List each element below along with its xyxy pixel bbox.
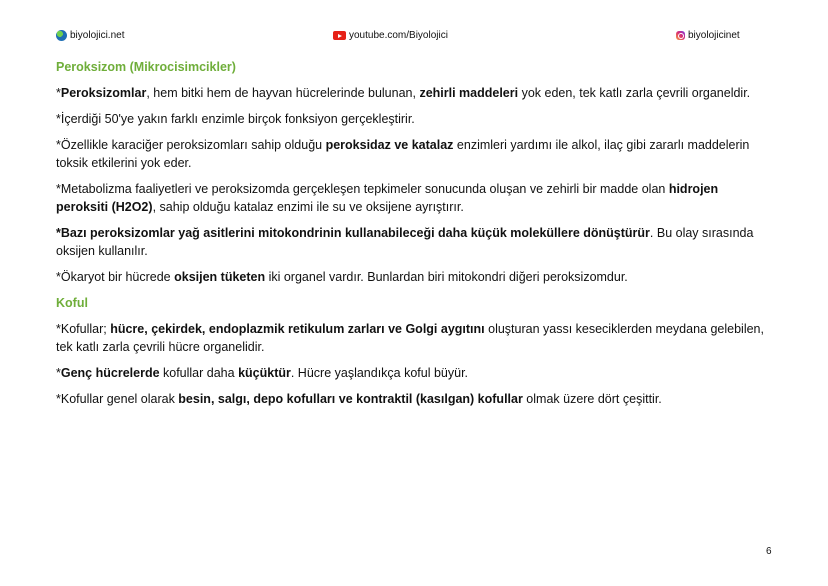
text-run: iki organel vardır. Bunlardan biri mitokondri diğeri peroksizomdur. (265, 270, 628, 284)
page-header (0, 30, 828, 44)
bold-text: Peroksizomlar (60, 86, 147, 100)
paragraph (56, 320, 766, 356)
text-run: *İçerdiği 50'ye yakın farklı enzimle birçok fonksiyon gerçekleştirir. (56, 112, 415, 126)
globe-icon (56, 30, 67, 41)
bold-text: peroksidaz ve katalaz (325, 138, 454, 152)
section-koful (56, 294, 766, 408)
paragraph (56, 136, 766, 172)
text-run: . Hücre yaşlandıkça koful büyür. (290, 366, 469, 380)
bold-text: hidrojen peroksiti (H2O2) (56, 182, 719, 214)
text-run: * (56, 86, 61, 100)
bold-text: hücre, çekirdek, endoplazmik retikulum zarları ve Golgi aygıtını (110, 322, 485, 336)
text-run: olmak üzere dört çeşittir. (522, 392, 662, 406)
paragraph (56, 84, 766, 102)
text-run: *Özellikle karaciğer peroksizomları sahip olduğu (56, 138, 326, 152)
instagram-text: biyolojicinet (688, 30, 740, 41)
text-run: *Kofullar; (56, 322, 111, 336)
text-run: . Bu olay sırasında oksijen kullanılır. (56, 226, 754, 258)
bold-text: besin, salgı, depo kofulları ve kontraktil (kasılgan) kofullar (178, 392, 523, 406)
bold-text: *Bazı peroksizomlar yağ asitlerini mitokondrinin kullanabileceği daha küçük moleküllere dönüştürür (56, 226, 650, 240)
instagram-icon (676, 31, 685, 40)
paragraph (56, 390, 766, 408)
instagram-link[interactable] (676, 30, 740, 41)
text-run: oluşturan yassı keseciklerden meydana gelebilen, tek katlı zarla çevrili hücre organelidir. (56, 322, 764, 354)
text-run: * (56, 366, 61, 380)
bold-text: Genç hücrelerde (60, 366, 160, 380)
bold-text: küçüktür (238, 366, 291, 380)
youtube-icon (333, 31, 346, 40)
bold-text: oksijen tüketen (174, 270, 266, 284)
paragraph (56, 224, 766, 260)
text-run: yok eden, tek katlı zarla çevrili organeldir. (518, 86, 751, 100)
section-heading: Peroksizom (Mikrocisimcikler) (56, 60, 236, 74)
text-run: *Kofullar genel olarak (56, 392, 179, 406)
youtube-text: youtube.com/Biyolojici (349, 30, 448, 41)
text-run: enzimleri yardımı ile alkol, ilaç gibi zararlı maddelerin toksik etkilerini yok eder. (56, 138, 750, 170)
section-peroksizom (56, 58, 766, 286)
text-run: *Ökaryot bir hücrede (56, 270, 175, 284)
paragraph (56, 268, 766, 286)
document-body (56, 58, 766, 416)
site-text: biyolojici.net (70, 30, 125, 41)
bold-text: zehirli maddeleri (419, 86, 519, 100)
site-link[interactable] (56, 30, 124, 41)
paragraph (56, 110, 766, 128)
page-number: 6 (766, 546, 772, 557)
text-run: , sahip olduğu katalaz enzimi ile su ve oksijene ayrıştırır. (152, 200, 464, 214)
text-run: , hem bitki hem de hayvan hücrelerinde bulunan, (146, 86, 420, 100)
text-run: *Metabolizma faaliyetleri ve peroksizomda gerçekleşen tepkimeler sonucunda oluşan ve zehirli bir madde olan (56, 182, 669, 196)
youtube-link[interactable] (333, 30, 448, 41)
paragraph (56, 180, 766, 216)
text-run: kofullar daha (159, 366, 239, 380)
section-heading: Koful (56, 296, 88, 310)
paragraph (56, 364, 766, 382)
